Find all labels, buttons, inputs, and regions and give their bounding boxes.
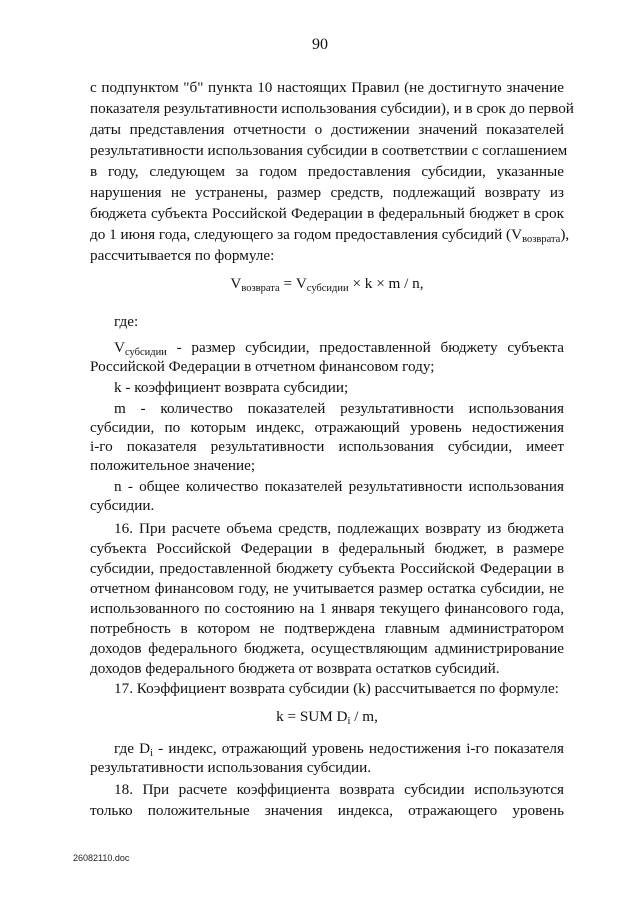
- text-line: доходов федерального бюджета, осуществляющим администрирование: [90, 640, 564, 657]
- text-line: положительное значение;: [90, 457, 256, 474]
- footer-filename: 26082110.doc: [73, 853, 130, 863]
- text-line: даты представления отчетности о достижении значений показателей: [90, 121, 564, 138]
- page-number: 90: [312, 36, 328, 53]
- text-line: субсидии.: [90, 497, 155, 514]
- text-line: субъекта Российской Федерации в федеральный бюджет, в размере: [90, 540, 564, 557]
- text-line: субсидии, по которым индекс, отражающий уровень недостижения: [90, 419, 564, 436]
- definition-n: n - общее количество показателей результативности использования: [114, 478, 564, 495]
- formula-k: k = SUM $D_i$ / m,: [276, 708, 378, 727]
- formula-vozvrata: $V_{возврата} = V_{субсидии} \times k \times m / n$,: [230, 275, 424, 294]
- text-line: результативности использования субсидии в соответствии с соглашением: [90, 142, 568, 159]
- text-line: рассчитывается по формуле:: [90, 247, 275, 264]
- text-line: результативности использования субсидии.: [90, 759, 372, 776]
- text-line: Российской Федерации в отчетном финансовом году;: [90, 358, 435, 375]
- paragraph-18: 18. При расчете коэффициента возврата субсидии используются: [114, 781, 564, 798]
- text-line: бюджета субъекта Российской Федерации в федеральный бюджет в срок: [90, 205, 564, 222]
- text-line: до 1 июня года, следующего за годом предоставления субсидий $(V_{возврата})$,: [90, 226, 570, 245]
- text-line: потребность в котором не подтверждена главным администратором: [90, 620, 564, 637]
- definition-d: где $D_i$ - индекс, отражающий уровень недостижения i-го показателя: [114, 740, 564, 759]
- definition-k: k - коэффициент возврата субсидии;: [114, 379, 349, 396]
- text-line: с подпунктом "б" пункта 10 настоящих Правил (не достигнуто значение: [90, 79, 564, 96]
- definition-m: m - количество показателей результативности использования: [114, 400, 564, 417]
- text-line: отчетном финансовом году, не учитывается размер остатка субсидии, не: [90, 580, 564, 597]
- where-label: где:: [114, 313, 139, 330]
- text-line: в году, следующем за годом предоставления субсидии, указанные: [90, 163, 564, 180]
- definition-v: $V_{субсидии}$ - размер субсидии, предоставленной бюджету субъекта: [114, 339, 564, 358]
- paragraph-16: 16. При расчете объема средств, подлежащих возврату из бюджета: [114, 520, 564, 537]
- text-line: только положительные значения индекса, отражающего уровень: [90, 802, 564, 819]
- text-line: i-го показателя результативности использования субсидии, имеет: [90, 438, 564, 455]
- text-line: нарушения не устранены, размер средств, подлежащий возврату из: [90, 184, 564, 201]
- text-line: субсидии, предоставленной бюджету субъекта Российской Федерации в: [90, 560, 564, 577]
- text-line: доходов федерального бюджета от возврата остатков субсидий.: [90, 660, 500, 677]
- text-line: показателя результативности использования субсидии), и в срок до первой: [90, 100, 574, 117]
- paragraph-17: 17. Коэффициент возврата субсидии (k) рассчитывается по формуле:: [114, 680, 559, 697]
- text-line: использованного по состоянию на 1 января текущего финансового года,: [90, 600, 564, 617]
